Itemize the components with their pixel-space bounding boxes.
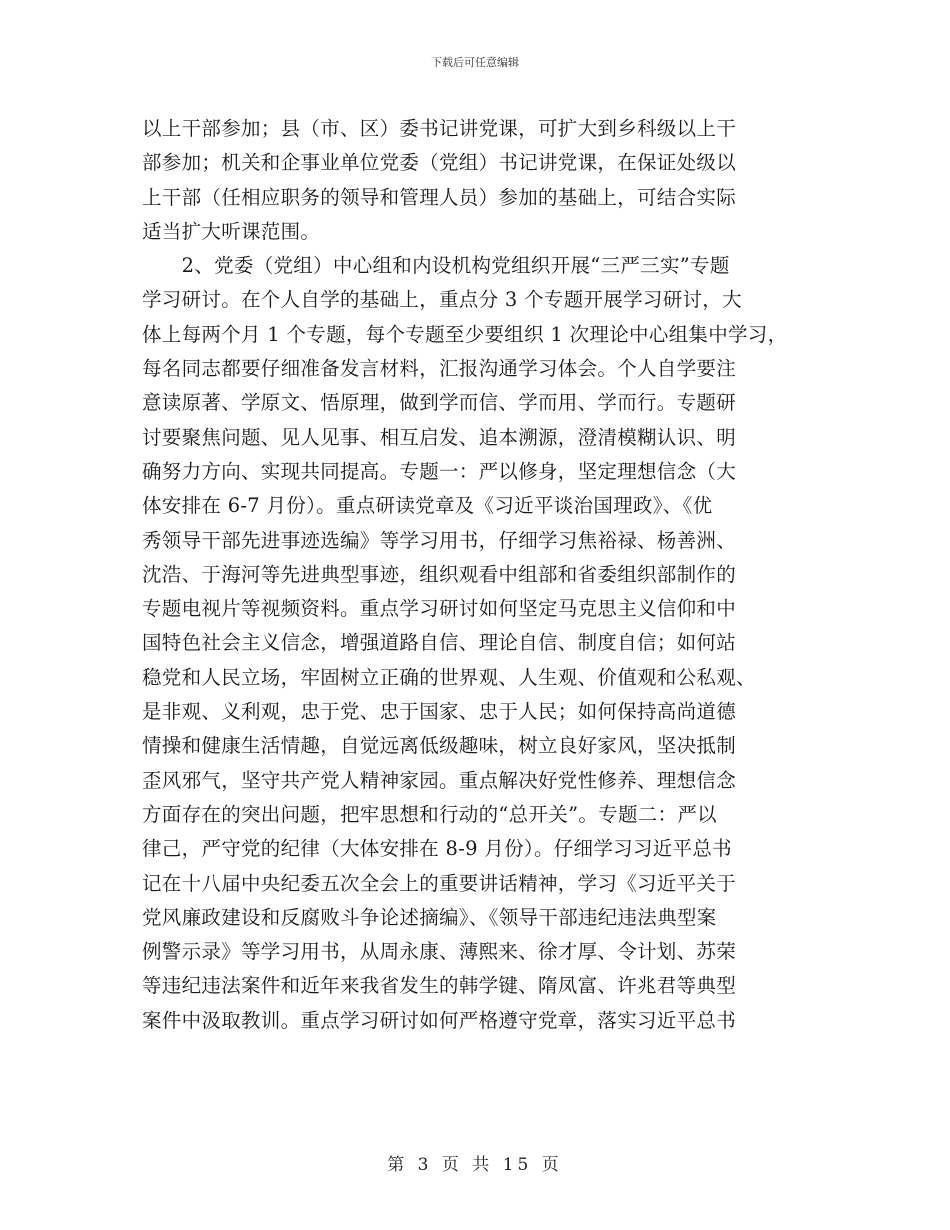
document-body <box>142 112 822 1038</box>
body-line: 体安排在 6-7 月份）。重点研读党章及《习近平谈治国理政》、《优 <box>142 494 713 518</box>
body-line: 歪风邪气，坚守共产党人精神家园。重点解决好党性修养、理想信念 <box>142 768 737 792</box>
body-line: 情操和健康生活情趣，自觉远离低级趣味，树立良好家风，坚决抵制 <box>142 734 737 758</box>
body-line: 例警示录》等学习用书，从周永康、薄熙来、徐才厚、令计划、苏荣 <box>142 940 737 964</box>
body-line: 律己，严守党的纪律（大体安排在 8-9 月份）。仔细学习习近平总书 <box>142 837 732 861</box>
page-header: 下载后可任意编辑 <box>431 56 519 69</box>
body-line: 国特色社会主义信念，增强道路自信、理论自信、制度自信；如何站 <box>142 631 737 655</box>
body-line: 等违纪违法案件和近年来我省发生的韩学键、隋凤富、许兆君等典型 <box>142 974 737 998</box>
body-line: 意读原著、学原文、悟原理，做到学而信、学而用、学而行。专题研 <box>142 391 737 415</box>
body-line: 体上每两个月 1 个专题，每个专题至少要组织 1 次理论中心组集中学习， <box>142 322 788 346</box>
body-line: 部参加；机关和企事业单位党委（党组）书记讲党课，在保证处级以 <box>142 151 737 175</box>
body-line: 秀领导干部先进事迹选编》等学习用书，仔细学习焦裕禄、杨善洲、 <box>142 528 737 552</box>
body-line: 稳党和人民立场，牢固树立正确的世界观、人生观、价值观和公私观、 <box>142 665 756 689</box>
body-line: 适当扩大听课范围。 <box>142 219 321 243</box>
body-line: 是非观、义利观，忠于党、忠于国家、忠于人民；如何保持高尚道德 <box>142 700 737 724</box>
body-line: 记在十八届中央纪委五次全会上的重要讲话精神，学习《习近平关于 <box>142 871 737 895</box>
body-line: 沈浩、于海河等先进典型事迹，组织观看中组部和省委组织部制作的 <box>142 562 737 586</box>
body-line: 方面存在的突出问题，把牢思想和行动的“总开关”。专题二：严以 <box>142 802 717 826</box>
body-line: 2、党委（党组）中心组和内设机构党组织开展“三严三实”专题 <box>142 254 730 278</box>
body-line: 每名同志都要仔细准备发言材料，汇报沟通学习体会。个人自学要注 <box>142 357 737 381</box>
body-line: 讨要聚焦问题、见人见事、相互启发、追本溯源，澄清模糊认识、明 <box>142 425 737 449</box>
body-line: 案件中汲取教训。重点学习研讨如何严格遵守党章，落实习近平总书 <box>142 1008 737 1032</box>
body-line: 党风廉政建设和反腐败斗争论述摘编》、《领导干部违纪违法典型案 <box>142 905 717 929</box>
page-number-footer: 第 3 页 共 15 页 <box>387 1155 563 1175</box>
body-line: 专题电视片等视频资料。重点学习研讨如何坚定马克思主义信仰和中 <box>142 597 737 621</box>
body-line: 确努力方向、实现共同提高。专题一：严以修身，坚定理想信念（大 <box>142 459 737 483</box>
body-line: 学习研讨。在个人自学的基础上，重点分 3 个专题开展学习研讨，大 <box>142 288 742 312</box>
body-line: 上干部（任相应职务的领导和管理人员）参加的基础上，可结合实际 <box>142 185 737 209</box>
body-line: 以上干部参加；县（市、区）委书记讲党课，可扩大到乡科级以上干 <box>142 117 737 140</box>
